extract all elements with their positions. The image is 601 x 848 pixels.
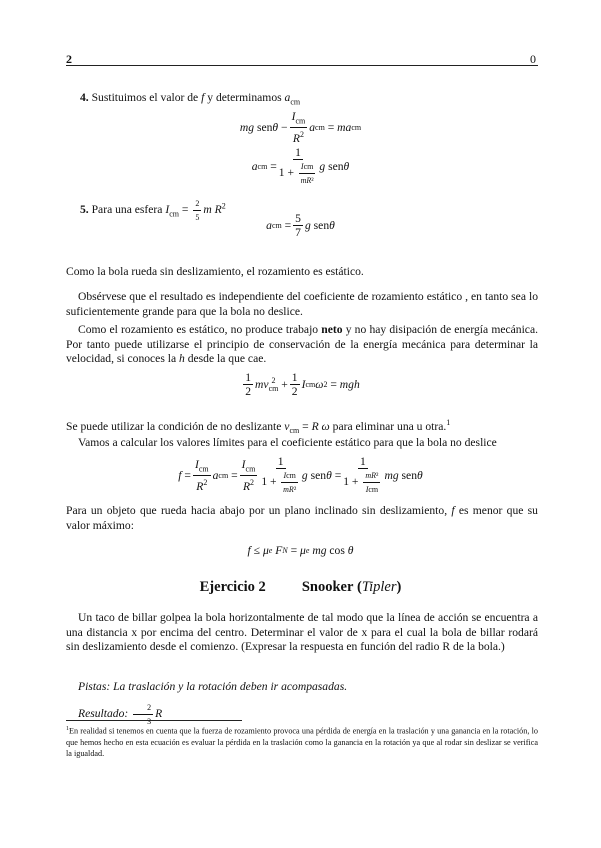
exercise-source: Tipler bbox=[361, 579, 397, 595]
equation-inequality: f ≤ μ e F N = μ e mg cos θ bbox=[247, 544, 354, 557]
equation-friction-limit: f = $\frac{I_{cm}}{R^2}$ a cm = $\frac{I_{cm}}{R^2}$ 1 1 + $\frac{\text{Icm}}{\text{mR²}}$ g sen θ = 1 1 + $\frac{\text{mR²}}{\text{Icm}}$ mg sen θ bbox=[178, 455, 423, 494]
footnote: $^1$En realidad si tenemos en cuenta que la fuerza de rozamiento provoca una pérdida de energía en la traslación y una ganancia en la rotación, lo que hemos hecho en esta ecuación es evaluar la pérdida en la traslación como la ganancia en la rotación ya que al rodar sin deslizar se verifica la igualdad. bbox=[66, 726, 538, 759]
paragraph-no-slip: Se puede utilizar la condición de no deslizante $v_{cm} = R$ ω para eliminar una u otra.$^1$ bbox=[66, 418, 451, 436]
exercise-heading: Ejercicio 2 Snooker ( Tipler ) bbox=[199, 579, 402, 595]
step-4: 4. Sustituimos el valor de f y determinamos $a_{cm}$ bbox=[80, 91, 301, 107]
equation-force-balance: mg sen θ − $\frac{I_{cm}}{R^2}$ a cm = ma cm bbox=[239, 110, 362, 146]
exercise-label: Ejercicio 2 bbox=[199, 579, 266, 595]
footnote-rule bbox=[66, 720, 242, 721]
exercise-statement: Un taco de billar golpea la bola horizontalmente de tal modo que la línea de acción se encuentra a una distancia x por encima del centro. Determinar el valor de x para el cual la bola de billar rodará sin deslizamiento desde el comienzo. (Expresar la respuesta en función del radio R de la bola.) bbox=[66, 611, 538, 654]
paragraph-inclined-plane: Para un objeto que rueda hacia abajo por un plano inclinado sin deslizamiento, f es menor que su valor máximo: bbox=[66, 504, 538, 532]
step-5: 5. Para una esfera $I_{cm}$ = $\frac{2}{5}$ m $R^2$ bbox=[80, 199, 226, 222]
equation-sphere: a cm = $\frac{5}{7}$ g sen θ bbox=[266, 212, 335, 239]
paragraph-limits: Vamos a calcular los valores límites para el coeficiente estático para que la bola no deslice bbox=[78, 436, 497, 449]
hints: Pistas: La traslación y la rotación deben ir acompasadas. bbox=[78, 680, 348, 693]
equation-acm: a cm = 1 1 + $\frac{\text{Icm}}{\text{mR²}}$ g sen θ bbox=[251, 146, 350, 185]
paragraph-energy: Como el rozamiento es estático, no produce trabajo neto y no hay disipación de energía mecánica. Por tanto puede utilizarse el principio de conservación de la energía mecánica para determinar la velocidad, si conoces la h desde la que cae. bbox=[66, 323, 538, 366]
page-number-right: 0 bbox=[530, 52, 536, 66]
footnote-ref: 1 bbox=[446, 418, 451, 427]
exercise-title: Snooker bbox=[301, 579, 354, 595]
page-number-left: 2 bbox=[66, 52, 72, 66]
header-rule bbox=[66, 65, 538, 66]
paragraph-independent: Obsérvese que el resultado es independiente del coeficiente de rozamiento estático , en tanto sea lo suficientemente grande para que la bola no deslice. bbox=[66, 290, 538, 318]
paragraph-static-friction: Como la bola rueda sin deslizamiento, el rozamiento es estático. bbox=[66, 265, 364, 278]
equation-energy: $\frac{1}{2}$ mv 2 cm + $\frac{1}{2}$ I cm ω 2 = mgh bbox=[245, 371, 360, 398]
result: Resultado: $\frac{2}{3}$ R bbox=[78, 703, 163, 726]
